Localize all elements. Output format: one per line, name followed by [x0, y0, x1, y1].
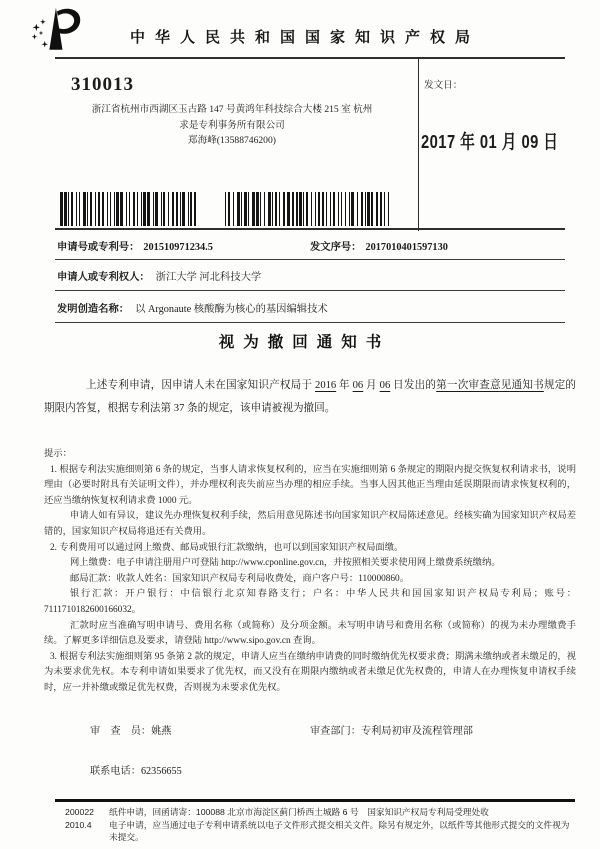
field-row-applicant	[57, 268, 570, 283]
body-seg: 上述专利申请，因申请人未在国家知识产权局于	[86, 380, 316, 391]
invention-title-value: 以 Argonaute 核酸酶为核心的基因编辑技术	[135, 304, 328, 315]
applicant-value: 浙江大学 河北科技大学	[155, 272, 262, 283]
department-name: 专利局初审及流程管理部	[360, 726, 473, 737]
row-rule-2	[55, 290, 565, 291]
phone-row	[90, 762, 182, 777]
field-row-application	[57, 238, 570, 253]
body-seg: 日发出的	[390, 380, 437, 391]
doc-serial-group	[310, 238, 448, 253]
examiner-name: 姚燕	[151, 726, 172, 737]
applicant-label: 申请人或专利权人：	[57, 272, 150, 283]
body-seg: 年	[336, 380, 353, 391]
application-number-label: 申请号或专利号：	[57, 242, 140, 253]
row-rule-3	[55, 322, 565, 323]
hint-item-3: 3. 根据专利法实施细则第 95 条第 2 款的规定，申请人应当在缴纳申请费的同时缴纳优先权要求费；期满未缴纳或者未缴足的，视为未要求优先权。本专利申请如果要求了优先权，而又没有在期限内缴纳或者未缴足优先权费的，申请人在办理恢复申请权手续时，应一并补缴或缴足优先权费，否则视为未要求优先权。	[44, 651, 576, 693]
phone-label: 联系电话：	[90, 766, 141, 777]
row-rule-1	[55, 259, 565, 260]
department-group	[310, 722, 473, 737]
notice-title: 视为撤回通知书	[218, 334, 391, 351]
body-date-month: 06	[352, 380, 364, 391]
application-number: 201510971234.5	[143, 242, 213, 253]
examiner-label: 审 查 员：	[90, 726, 152, 737]
agency-title: 中华人民共和国国家知识产权局	[129, 29, 480, 46]
footer-form-version: 2010.4	[65, 819, 92, 830]
footer-e-filing-instruction: 电子申请，应当通过电子专利申请系统以电子文件形式提交相关文件。除另有规定外，以纸件等其他形式提交的文件视为未提交。	[109, 819, 570, 843]
vertical-divider	[418, 57, 419, 231]
body-seg: 规定的期限内答复，根据专利法第 37 条的规定，该申请被视为撤回。	[44, 380, 577, 414]
barcode-left	[60, 192, 196, 226]
doc-serial-label: 发文序号：	[310, 242, 362, 253]
hint-online-pay: 网上缴费：电子申请注册用户可登陆 http://www.cponline.gov.cn，并按照相关要求使用网上缴费系统缴纳。	[70, 558, 501, 569]
hint-bank-remit: 银行汇款：开户银行：中信银行北京知春路支行；户名：中华人民共和国国家知识产权局专利局；账号：7111710182600166032。	[44, 589, 576, 615]
postal-code: 310013	[71, 74, 134, 95]
box-bottom-rule	[55, 228, 565, 230]
footer-form-codes	[65, 806, 109, 844]
footer-instructions	[109, 806, 575, 844]
footer-paper-instruction: 纸件申请，回函请寄：100088 北京市海淀区蓟门桥西土城路 6 号 国家知识产权局专利局受理处收	[109, 807, 489, 817]
notice-body	[44, 374, 576, 420]
hint-item-1-note: 申请人如有异议，建议先办理恢复权利手续，然后用意见陈述书向国家知识产权局陈述意见。经核实确为国家知识产权局差错的，国家知识产权局将退还有关费用。	[44, 511, 576, 537]
footer	[65, 806, 575, 844]
body-date-day: 06	[379, 380, 391, 391]
body-office-action-ref: 第一次审查意见通知书	[436, 380, 544, 391]
address-line-2: 求是专利事务所有限公司	[179, 119, 285, 131]
recipient-address	[56, 102, 408, 149]
header-rule	[55, 57, 565, 59]
phone-number: 62356655	[140, 766, 182, 777]
department-label: 审查部门：	[310, 726, 361, 737]
hints-section	[44, 447, 576, 697]
address-line-1: 浙江省杭州市西湖区玉古路 147 号黄鸿年科技综合大楼 215 室 杭州	[91, 104, 373, 115]
footer-rule	[55, 799, 575, 802]
field-row-invention	[57, 300, 570, 315]
body-date-year: 2016	[315, 380, 337, 391]
footer-form-code: 200022	[65, 807, 94, 817]
hint-remit-note: 汇款时应当准确写明申请号、费用名称（或简称）及分项金额。未写明申请号和费用名称（或简称）的视为未办理缴费手续。了解更多详细信息及要求，请登陆 http://www.sipo.gov.cn 查询。	[44, 620, 576, 647]
doc-serial-number: 2017010401597130	[365, 242, 448, 253]
issue-date-value: 2017 年 01 月 09 日	[421, 132, 559, 153]
invention-title-label: 发明创造名称：	[57, 304, 130, 315]
barcode-right	[225, 192, 391, 226]
recipient-contact: 郑海峰(13588746200)	[188, 135, 276, 146]
body-seg: 月	[363, 380, 380, 391]
hints-heading: 提示：	[44, 449, 72, 459]
hint-item-1: 1. 根据专利法实施细则第 6 条的规定，当事人请求恢复权利的，应当在实施细则第 6 条规定的期限内提交恢复权利请求书，说明理由（必要时附具有关证明文件），并办理权利丧失前应当办理的相应手续。当事人因其他正当理由延误期限而请求恢复权利的，还应当缴纳恢复权利请求费 1000 元。	[44, 464, 576, 506]
signature-row	[90, 722, 570, 737]
hint-post-remit: 邮局汇款：收款人姓名：国家知识产权局专利局收费处，商户客户号：110000860。	[70, 573, 409, 584]
hint-item-2: 2. 专利费用可以通过网上缴费、邮局或银行汇款缴纳，也可以到国家知识产权局面缴。	[50, 542, 404, 553]
issue-date-label: 发文日：	[424, 80, 463, 91]
